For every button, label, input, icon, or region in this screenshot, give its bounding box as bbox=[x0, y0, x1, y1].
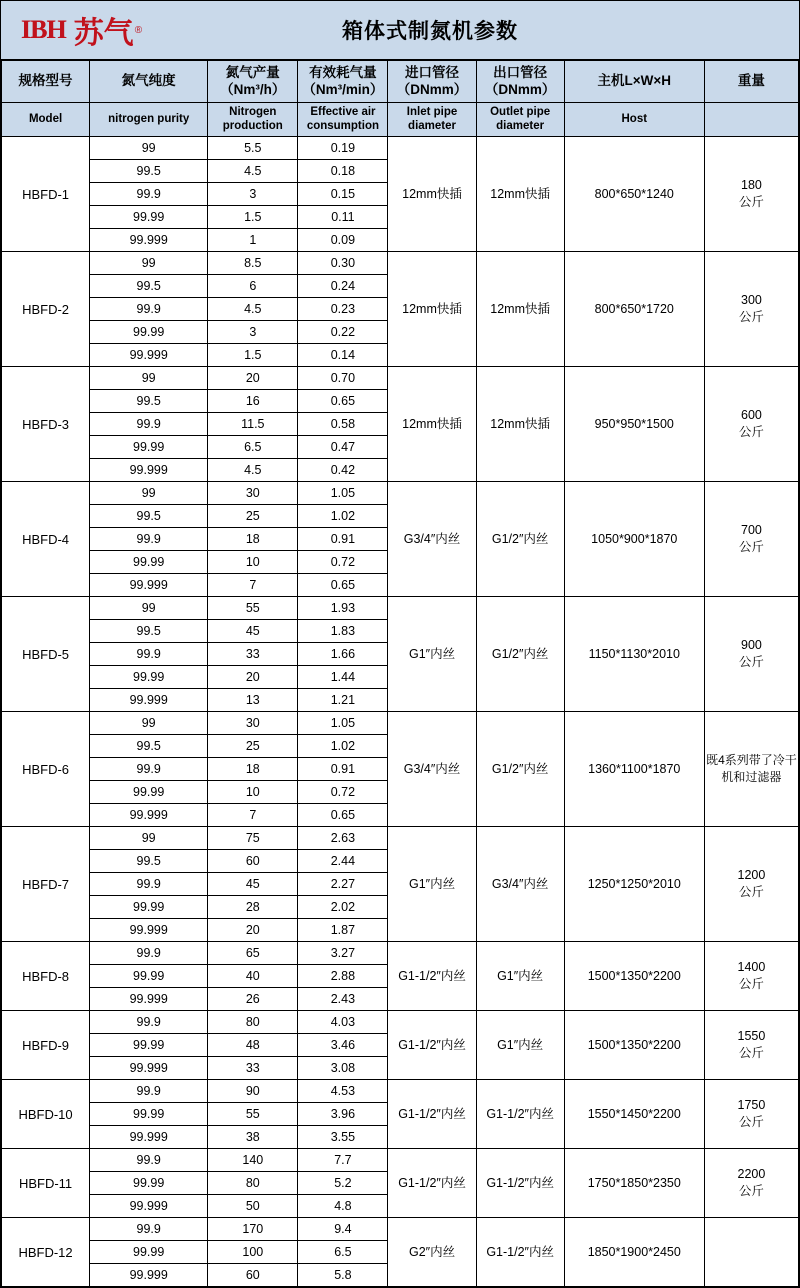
cell-inlet-pipe: G3/4″内丝 bbox=[388, 712, 476, 827]
cell-nitrogen-output: 1 bbox=[208, 229, 298, 252]
cell-air-consumption: 1.93 bbox=[298, 597, 388, 620]
cell-air-consumption: 0.47 bbox=[298, 436, 388, 459]
cell-air-consumption: 0.14 bbox=[298, 344, 388, 367]
table-row bbox=[2, 482, 799, 505]
cell-air-consumption: 1.44 bbox=[298, 666, 388, 689]
cell-model: HBFD-1 bbox=[2, 137, 90, 252]
cell-nitrogen-output: 8.5 bbox=[208, 252, 298, 275]
cell-nitrogen-purity: 99 bbox=[90, 827, 208, 850]
cell-nitrogen-purity: 99 bbox=[90, 712, 208, 735]
cell-nitrogen-output: 13 bbox=[208, 689, 298, 712]
cell-nitrogen-purity: 99.999 bbox=[90, 689, 208, 712]
cell-nitrogen-output: 4.5 bbox=[208, 459, 298, 482]
cell-inlet-pipe: G1-1/2″内丝 bbox=[388, 1149, 476, 1218]
cell-air-consumption: 5.8 bbox=[298, 1264, 388, 1287]
cell-nitrogen-purity: 99.9 bbox=[90, 183, 208, 206]
logo-latin-text: IBH bbox=[21, 15, 66, 44]
cell-nitrogen-purity: 99.5 bbox=[90, 275, 208, 298]
cell-outlet-pipe: 12mm快插 bbox=[476, 367, 564, 482]
cell-outlet-pipe: G1/2″内丝 bbox=[476, 712, 564, 827]
cell-nitrogen-purity: 99.9 bbox=[90, 528, 208, 551]
cell-model: HBFD-5 bbox=[2, 597, 90, 712]
cell-air-consumption: 0.19 bbox=[298, 137, 388, 160]
cell-outlet-pipe: G1-1/2″内丝 bbox=[476, 1149, 564, 1218]
cell-nitrogen-output: 6.5 bbox=[208, 436, 298, 459]
cell-air-consumption: 3.55 bbox=[298, 1126, 388, 1149]
cell-nitrogen-output: 65 bbox=[208, 942, 298, 965]
cell-air-consumption: 0.91 bbox=[298, 758, 388, 781]
cell-nitrogen-purity: 99 bbox=[90, 597, 208, 620]
cell-model: HBFD-7 bbox=[2, 827, 90, 942]
cell-nitrogen-output: 170 bbox=[208, 1218, 298, 1241]
cell-air-consumption: 0.65 bbox=[298, 574, 388, 597]
cell-nitrogen-output: 16 bbox=[208, 390, 298, 413]
cell-air-consumption: 0.11 bbox=[298, 206, 388, 229]
cell-nitrogen-purity: 99.9 bbox=[90, 942, 208, 965]
cell-nitrogen-purity: 99 bbox=[90, 137, 208, 160]
cell-air-consumption: 4.53 bbox=[298, 1080, 388, 1103]
cell-air-consumption: 1.02 bbox=[298, 505, 388, 528]
cell-air-consumption: 3.46 bbox=[298, 1034, 388, 1057]
company-logo bbox=[1, 8, 211, 52]
table-row bbox=[2, 1218, 799, 1241]
cell-nitrogen-purity: 99.999 bbox=[90, 1195, 208, 1218]
cell-nitrogen-output: 7 bbox=[208, 804, 298, 827]
cell-nitrogen-purity: 99.9 bbox=[90, 873, 208, 896]
cell-nitrogen-output: 45 bbox=[208, 873, 298, 896]
table-header bbox=[2, 61, 799, 137]
cell-air-consumption: 2.02 bbox=[298, 896, 388, 919]
cell-weight: 2200 公斤 bbox=[704, 1149, 798, 1218]
cell-nitrogen-output: 40 bbox=[208, 965, 298, 988]
cell-outlet-pipe: G1-1/2″内丝 bbox=[476, 1080, 564, 1149]
cell-nitrogen-purity: 99.99 bbox=[90, 781, 208, 804]
cell-nitrogen-output: 55 bbox=[208, 1103, 298, 1126]
column-header-en-6: Host bbox=[564, 103, 704, 137]
cell-host-dimensions: 1750*1850*2350 bbox=[564, 1149, 704, 1218]
cell-host-dimensions: 1500*1350*2200 bbox=[564, 942, 704, 1011]
header-row-en bbox=[2, 103, 799, 137]
cell-outlet-pipe: G1″内丝 bbox=[476, 942, 564, 1011]
column-header-cn-3: 有效耗气量 （Nm³/min） bbox=[298, 61, 388, 103]
cell-weight: 180 公斤 bbox=[704, 137, 798, 252]
cell-host-dimensions: 1250*1250*2010 bbox=[564, 827, 704, 942]
cell-nitrogen-output: 10 bbox=[208, 781, 298, 804]
cell-nitrogen-purity: 99.99 bbox=[90, 321, 208, 344]
cell-nitrogen-output: 26 bbox=[208, 988, 298, 1011]
cell-nitrogen-output: 6 bbox=[208, 275, 298, 298]
cell-host-dimensions: 1050*900*1870 bbox=[564, 482, 704, 597]
cell-nitrogen-output: 1.5 bbox=[208, 344, 298, 367]
cell-nitrogen-purity: 99.5 bbox=[90, 620, 208, 643]
cell-weight: 既4系列带了冷干机和过滤器 bbox=[704, 712, 798, 827]
cell-nitrogen-purity: 99.99 bbox=[90, 666, 208, 689]
table-row bbox=[2, 712, 799, 735]
cell-nitrogen-purity: 99.5 bbox=[90, 390, 208, 413]
cell-host-dimensions: 1550*1450*2200 bbox=[564, 1080, 704, 1149]
cell-model: HBFD-6 bbox=[2, 712, 90, 827]
page-title: 箱体式制氮机参数 bbox=[342, 20, 518, 43]
cell-nitrogen-purity: 99 bbox=[90, 482, 208, 505]
cell-nitrogen-purity: 99.5 bbox=[90, 505, 208, 528]
table-row bbox=[2, 942, 799, 965]
cell-nitrogen-purity: 99.99 bbox=[90, 896, 208, 919]
cell-weight: 1200 公斤 bbox=[704, 827, 798, 942]
column-header-cn-0: 规格型号 bbox=[2, 61, 90, 103]
cell-nitrogen-purity: 99.99 bbox=[90, 1034, 208, 1057]
table-row bbox=[2, 367, 799, 390]
cell-inlet-pipe: G1″内丝 bbox=[388, 827, 476, 942]
cell-host-dimensions: 950*950*1500 bbox=[564, 367, 704, 482]
column-header-cn-1: 氮气纯度 bbox=[90, 61, 208, 103]
cell-air-consumption: 1.02 bbox=[298, 735, 388, 758]
column-header-en-4: Inlet pipe diameter bbox=[388, 103, 476, 137]
cell-nitrogen-output: 4.5 bbox=[208, 160, 298, 183]
column-header-cn-7: 重量 bbox=[704, 61, 798, 103]
table-row bbox=[2, 1149, 799, 1172]
cell-nitrogen-output: 7 bbox=[208, 574, 298, 597]
cell-model: HBFD-9 bbox=[2, 1011, 90, 1080]
cell-nitrogen-output: 20 bbox=[208, 367, 298, 390]
cell-nitrogen-output: 18 bbox=[208, 528, 298, 551]
cell-nitrogen-purity: 99.999 bbox=[90, 574, 208, 597]
cell-air-consumption: 2.63 bbox=[298, 827, 388, 850]
cell-inlet-pipe: 12mm快插 bbox=[388, 252, 476, 367]
cell-nitrogen-purity: 99.9 bbox=[90, 1011, 208, 1034]
cell-nitrogen-output: 25 bbox=[208, 505, 298, 528]
cell-nitrogen-purity: 99.999 bbox=[90, 1057, 208, 1080]
cell-nitrogen-output: 3 bbox=[208, 183, 298, 206]
cell-nitrogen-purity: 99.999 bbox=[90, 229, 208, 252]
cell-air-consumption: 2.27 bbox=[298, 873, 388, 896]
cell-air-consumption: 1.87 bbox=[298, 919, 388, 942]
cell-air-consumption: 0.91 bbox=[298, 528, 388, 551]
cell-air-consumption: 4.8 bbox=[298, 1195, 388, 1218]
cell-air-consumption: 0.24 bbox=[298, 275, 388, 298]
cell-inlet-pipe: G1-1/2″内丝 bbox=[388, 1080, 476, 1149]
column-header-cn-4: 进口管径 （DNmm） bbox=[388, 61, 476, 103]
cell-air-consumption: 3.08 bbox=[298, 1057, 388, 1080]
cell-air-consumption: 3.27 bbox=[298, 942, 388, 965]
cell-nitrogen-purity: 99.9 bbox=[90, 758, 208, 781]
cell-nitrogen-output: 30 bbox=[208, 712, 298, 735]
cell-weight: 1400 公斤 bbox=[704, 942, 798, 1011]
cell-nitrogen-purity: 99.999 bbox=[90, 988, 208, 1011]
cell-outlet-pipe: G1″内丝 bbox=[476, 1011, 564, 1080]
cell-nitrogen-purity: 99.999 bbox=[90, 459, 208, 482]
cell-nitrogen-output: 3 bbox=[208, 321, 298, 344]
cell-weight: 1550 公斤 bbox=[704, 1011, 798, 1080]
cell-nitrogen-output: 55 bbox=[208, 597, 298, 620]
cell-nitrogen-purity: 99.5 bbox=[90, 735, 208, 758]
column-header-en-1: nitrogen purity bbox=[90, 103, 208, 137]
cell-model: HBFD-10 bbox=[2, 1080, 90, 1149]
cell-nitrogen-output: 75 bbox=[208, 827, 298, 850]
cell-model: HBFD-2 bbox=[2, 252, 90, 367]
cell-host-dimensions: 800*650*1240 bbox=[564, 137, 704, 252]
cell-air-consumption: 4.03 bbox=[298, 1011, 388, 1034]
cell-nitrogen-output: 50 bbox=[208, 1195, 298, 1218]
cell-air-consumption: 0.18 bbox=[298, 160, 388, 183]
cell-nitrogen-output: 48 bbox=[208, 1034, 298, 1057]
cell-nitrogen-purity: 99.9 bbox=[90, 1218, 208, 1241]
cell-nitrogen-purity: 99.99 bbox=[90, 436, 208, 459]
cell-host-dimensions: 1360*1100*1870 bbox=[564, 712, 704, 827]
cell-air-consumption: 0.58 bbox=[298, 413, 388, 436]
cell-nitrogen-purity: 99.999 bbox=[90, 804, 208, 827]
cell-nitrogen-output: 90 bbox=[208, 1080, 298, 1103]
cell-model: HBFD-3 bbox=[2, 367, 90, 482]
cell-nitrogen-output: 80 bbox=[208, 1172, 298, 1195]
cell-inlet-pipe: G1″内丝 bbox=[388, 597, 476, 712]
cell-nitrogen-output: 33 bbox=[208, 1057, 298, 1080]
cell-air-consumption: 0.72 bbox=[298, 781, 388, 804]
cell-nitrogen-purity: 99.5 bbox=[90, 850, 208, 873]
cell-host-dimensions: 1500*1350*2200 bbox=[564, 1011, 704, 1080]
cell-nitrogen-output: 80 bbox=[208, 1011, 298, 1034]
registered-trademark-icon: ® bbox=[134, 24, 143, 36]
cell-air-consumption: 0.72 bbox=[298, 551, 388, 574]
cell-nitrogen-purity: 99.9 bbox=[90, 413, 208, 436]
cell-weight bbox=[704, 1218, 798, 1287]
cell-nitrogen-output: 38 bbox=[208, 1126, 298, 1149]
cell-air-consumption: 3.96 bbox=[298, 1103, 388, 1126]
cell-air-consumption: 1.66 bbox=[298, 643, 388, 666]
cell-nitrogen-purity: 99.9 bbox=[90, 1080, 208, 1103]
cell-weight: 1750 公斤 bbox=[704, 1080, 798, 1149]
cell-nitrogen-output: 60 bbox=[208, 1264, 298, 1287]
cell-nitrogen-purity: 99.999 bbox=[90, 1126, 208, 1149]
cell-nitrogen-output: 28 bbox=[208, 896, 298, 919]
column-header-en-2: Nitrogen production bbox=[208, 103, 298, 137]
cell-air-consumption: 0.65 bbox=[298, 804, 388, 827]
cell-air-consumption: 9.4 bbox=[298, 1218, 388, 1241]
cell-weight: 600 公斤 bbox=[704, 367, 798, 482]
cell-nitrogen-purity: 99.99 bbox=[90, 965, 208, 988]
column-header-en-3: Effective air consumption bbox=[298, 103, 388, 137]
table-row bbox=[2, 252, 799, 275]
cell-air-consumption: 0.70 bbox=[298, 367, 388, 390]
table-row bbox=[2, 1011, 799, 1034]
table-row bbox=[2, 137, 799, 160]
cell-nitrogen-purity: 99 bbox=[90, 367, 208, 390]
cell-nitrogen-output: 30 bbox=[208, 482, 298, 505]
cell-nitrogen-output: 11.5 bbox=[208, 413, 298, 436]
cell-air-consumption: 0.30 bbox=[298, 252, 388, 275]
table-row bbox=[2, 1080, 799, 1103]
cell-model: HBFD-12 bbox=[2, 1218, 90, 1287]
cell-model: HBFD-4 bbox=[2, 482, 90, 597]
cell-air-consumption: 5.2 bbox=[298, 1172, 388, 1195]
column-header-en-7 bbox=[704, 103, 798, 137]
cell-nitrogen-purity: 99.99 bbox=[90, 551, 208, 574]
cell-nitrogen-output: 10 bbox=[208, 551, 298, 574]
cell-nitrogen-output: 100 bbox=[208, 1241, 298, 1264]
cell-nitrogen-output: 25 bbox=[208, 735, 298, 758]
document-header bbox=[1, 1, 799, 60]
cell-nitrogen-purity: 99.99 bbox=[90, 206, 208, 229]
cell-nitrogen-purity: 99.99 bbox=[90, 1172, 208, 1195]
cell-nitrogen-output: 140 bbox=[208, 1149, 298, 1172]
cell-nitrogen-output: 33 bbox=[208, 643, 298, 666]
cell-air-consumption: 1.05 bbox=[298, 482, 388, 505]
spec-table bbox=[1, 60, 799, 1287]
column-header-cn-5: 出口管径 （DNmm） bbox=[476, 61, 564, 103]
column-header-cn-2: 氮气产量 （Nm³/h） bbox=[208, 61, 298, 103]
cell-outlet-pipe: G1/2″内丝 bbox=[476, 597, 564, 712]
cell-model: HBFD-11 bbox=[2, 1149, 90, 1218]
cell-nitrogen-purity: 99.5 bbox=[90, 160, 208, 183]
table-body bbox=[2, 137, 799, 1287]
cell-nitrogen-output: 20 bbox=[208, 919, 298, 942]
cell-air-consumption: 0.15 bbox=[298, 183, 388, 206]
logo-chinese-text: 苏气 bbox=[73, 16, 134, 51]
cell-inlet-pipe: G1-1/2″内丝 bbox=[388, 1011, 476, 1080]
cell-nitrogen-purity: 99.99 bbox=[90, 1241, 208, 1264]
cell-outlet-pipe: 12mm快插 bbox=[476, 252, 564, 367]
cell-outlet-pipe: G1/2″内丝 bbox=[476, 482, 564, 597]
cell-nitrogen-purity: 99.9 bbox=[90, 298, 208, 321]
cell-weight: 300 公斤 bbox=[704, 252, 798, 367]
cell-host-dimensions: 1150*1130*2010 bbox=[564, 597, 704, 712]
cell-nitrogen-purity: 99 bbox=[90, 252, 208, 275]
cell-nitrogen-purity: 99.999 bbox=[90, 344, 208, 367]
cell-inlet-pipe: G3/4″内丝 bbox=[388, 482, 476, 597]
cell-air-consumption: 0.42 bbox=[298, 459, 388, 482]
cell-outlet-pipe: G1-1/2″内丝 bbox=[476, 1218, 564, 1287]
column-header-en-0: Model bbox=[2, 103, 90, 137]
cell-air-consumption: 6.5 bbox=[298, 1241, 388, 1264]
cell-nitrogen-output: 5.5 bbox=[208, 137, 298, 160]
cell-weight: 700 公斤 bbox=[704, 482, 798, 597]
cell-inlet-pipe: G1-1/2″内丝 bbox=[388, 942, 476, 1011]
cell-air-consumption: 1.83 bbox=[298, 620, 388, 643]
cell-air-consumption: 0.22 bbox=[298, 321, 388, 344]
cell-nitrogen-output: 18 bbox=[208, 758, 298, 781]
cell-nitrogen-purity: 99.999 bbox=[90, 1264, 208, 1287]
cell-air-consumption: 1.21 bbox=[298, 689, 388, 712]
cell-nitrogen-purity: 99.9 bbox=[90, 1149, 208, 1172]
table-row bbox=[2, 827, 799, 850]
cell-inlet-pipe: G2″内丝 bbox=[388, 1218, 476, 1287]
cell-model: HBFD-8 bbox=[2, 942, 90, 1011]
cell-air-consumption: 2.44 bbox=[298, 850, 388, 873]
column-header-en-5: Outlet pipe diameter bbox=[476, 103, 564, 137]
cell-nitrogen-output: 20 bbox=[208, 666, 298, 689]
table-row bbox=[2, 597, 799, 620]
cell-nitrogen-purity: 99.9 bbox=[90, 643, 208, 666]
cell-air-consumption: 0.23 bbox=[298, 298, 388, 321]
cell-nitrogen-purity: 99.99 bbox=[90, 1103, 208, 1126]
cell-weight: 900 公斤 bbox=[704, 597, 798, 712]
cell-nitrogen-purity: 99.999 bbox=[90, 919, 208, 942]
cell-nitrogen-output: 1.5 bbox=[208, 206, 298, 229]
cell-host-dimensions: 800*650*1720 bbox=[564, 252, 704, 367]
cell-air-consumption: 0.09 bbox=[298, 229, 388, 252]
cell-host-dimensions: 1850*1900*2450 bbox=[564, 1218, 704, 1287]
cell-nitrogen-output: 60 bbox=[208, 850, 298, 873]
cell-inlet-pipe: 12mm快插 bbox=[388, 367, 476, 482]
cell-outlet-pipe: G3/4″内丝 bbox=[476, 827, 564, 942]
cell-air-consumption: 7.7 bbox=[298, 1149, 388, 1172]
header-row-cn bbox=[2, 61, 799, 103]
cell-air-consumption: 0.65 bbox=[298, 390, 388, 413]
cell-nitrogen-output: 45 bbox=[208, 620, 298, 643]
cell-air-consumption: 1.05 bbox=[298, 712, 388, 735]
cell-air-consumption: 2.43 bbox=[298, 988, 388, 1011]
column-header-cn-6: 主机L×W×H bbox=[564, 61, 704, 103]
cell-outlet-pipe: 12mm快插 bbox=[476, 137, 564, 252]
cell-nitrogen-output: 4.5 bbox=[208, 298, 298, 321]
cell-inlet-pipe: 12mm快插 bbox=[388, 137, 476, 252]
cell-air-consumption: 2.88 bbox=[298, 965, 388, 988]
